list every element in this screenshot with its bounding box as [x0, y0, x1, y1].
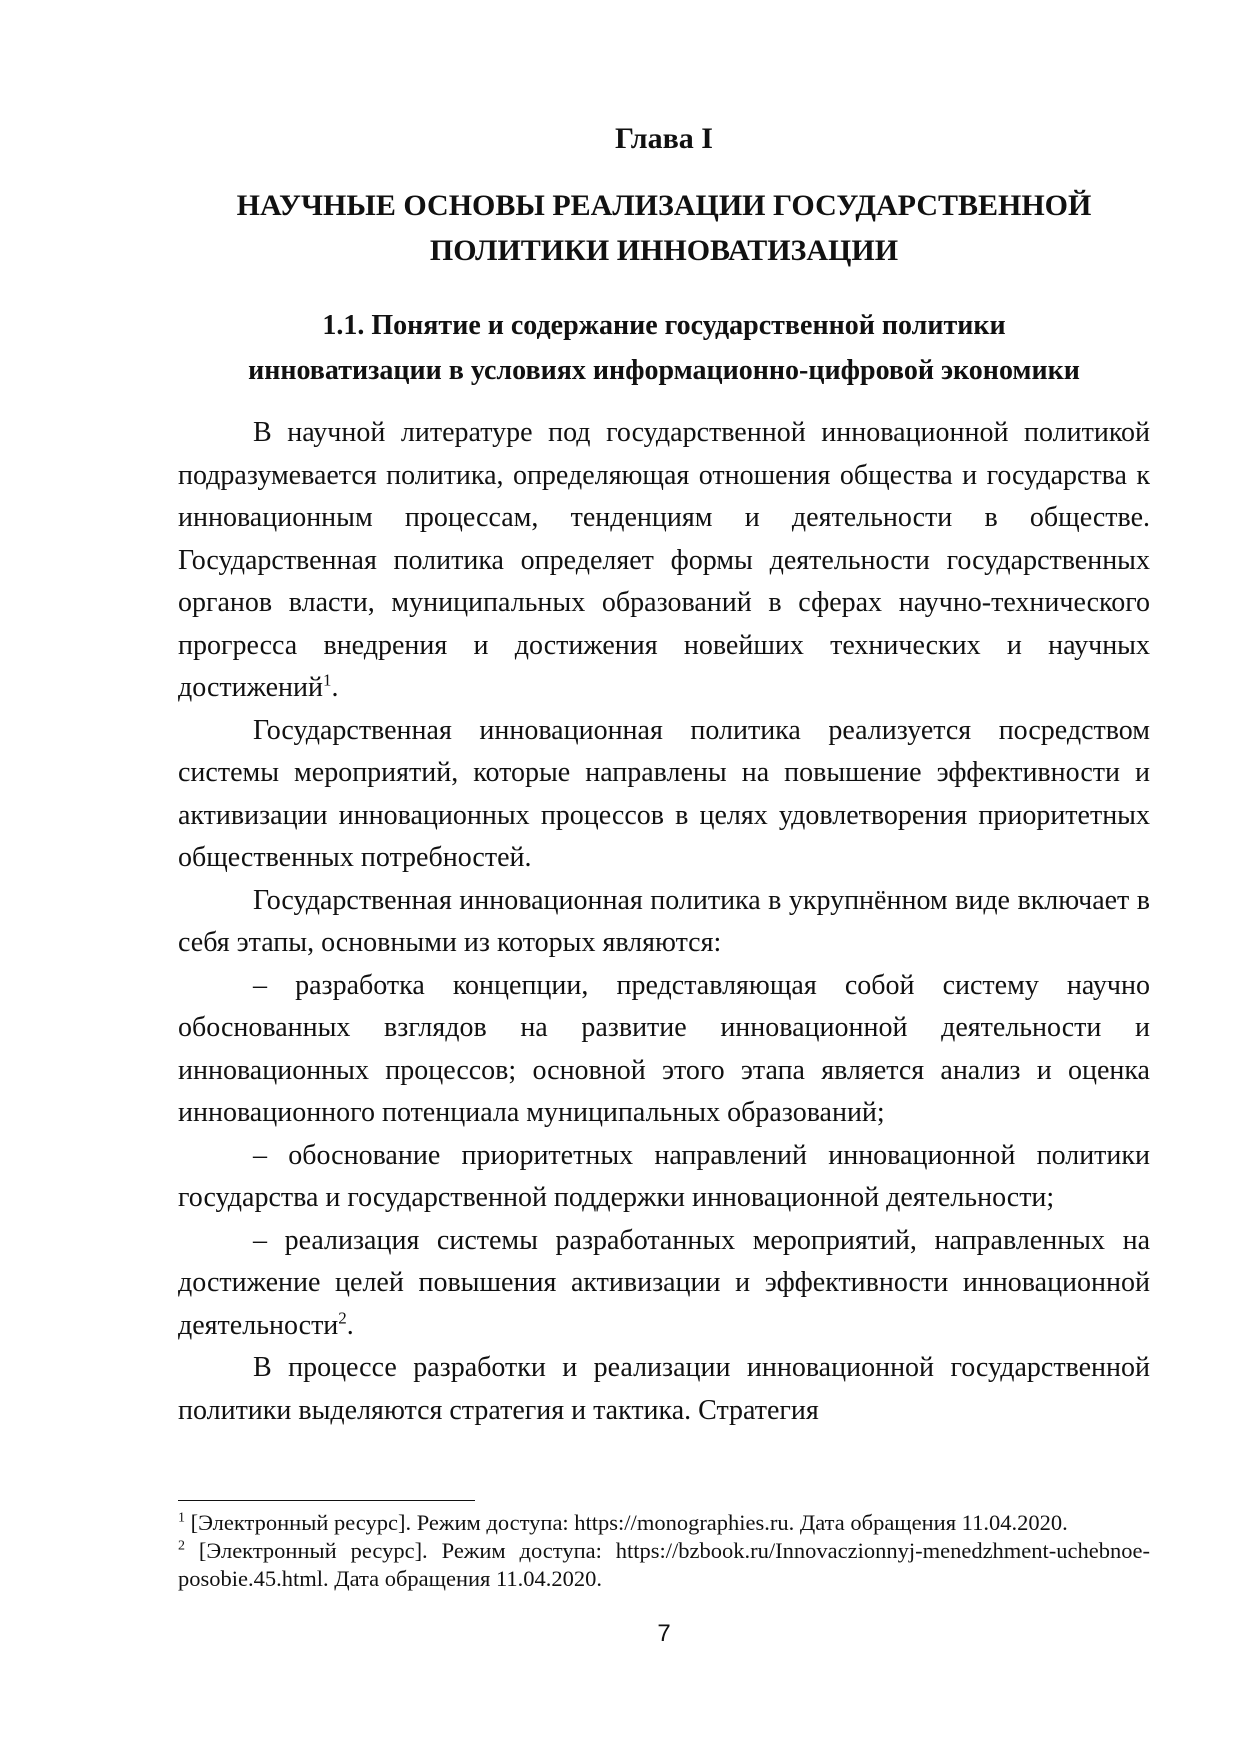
footnote — [178, 1509, 1150, 1537]
page-number: 7 — [657, 1620, 671, 1647]
footnote-divider — [178, 1500, 475, 1501]
footnote-number: 1 — [178, 1510, 185, 1526]
footnote-ref[interactable]: 1 — [322, 670, 332, 690]
footnote — [178, 1537, 1150, 1593]
list-item: – обоснование приоритетных направлений инновационной политики государства и государственной поддержки инновационной деятельности; — [178, 1139, 1150, 1213]
footnote-ref[interactable]: 2 — [338, 1308, 347, 1328]
chapter-title-line-2: ПОЛИТИКИ ИННОВАТИЗАЦИИ — [429, 234, 899, 267]
paragraph: В процессе разработки и реализации инновационной государственной политики выделяются стратегия и тактика. Стратегия — [178, 1352, 1150, 1426]
paragraph: Государственная инновационная политика в укрупнённом виде включает в себя этапы, основными из которых являются: — [178, 884, 1150, 958]
chapter-title — [178, 183, 1150, 273]
footnote-number: 2 — [178, 1538, 185, 1554]
chapter-title-line-1: НАУЧНЫЕ ОСНОВЫ РЕАЛИЗАЦИИ ГОСУДАРСТВЕННОЙ — [236, 189, 1092, 222]
footnote-text: [Электронный ресурс]. Режим доступа: https://monographies.ru. Дата обращения 11.04.2020. — [190, 1510, 1068, 1535]
chapter-label: Глава I — [615, 122, 713, 155]
section-title-line-1: 1.1. Понятие и содержание государственной политики — [322, 310, 1006, 341]
body-text — [178, 412, 1150, 1432]
footnotes — [178, 1509, 1150, 1593]
section-title-line-2: инноватизации в условиях информационно-цифровой экономики — [248, 355, 1080, 386]
list-item: – реализация системы разработанных мероприятий, направленных на достижение целей повышения активизации и эффективности инновационной деятельности$^2$. — [178, 1224, 1150, 1341]
list-item: – разработка концепции, представляющая собой систему научно обоснованных взглядов на развитие инновационной деятельности и инновационных процессов; основной этого этапа является анализ и оценка инновационного потенциала муниципальных образований; — [178, 969, 1150, 1128]
section-title — [178, 303, 1150, 393]
paragraph: В научной литературе под государственной инновационной политикой подразумевается политика, определяющая отношения общества и государства к инновационным процессам, тенденциям и деятельности в обществе. Государственная политика определяет формы деятельности государственных органов власти, муниципальных образований в сферах научно-технического прогресса внедрения и достижения новейших технических и научных достижений$^1$. — [178, 417, 1150, 703]
paragraph: Государственная инновационная политика реализуется посредством системы мероприятий, которые направлены на повышение эффективности и активизации инновационных процессов в целях удовлетворения приоритетных общественных потребностей. — [178, 714, 1150, 873]
footnote-text: [Электронный ресурс]. Режим доступа: https://bzbook.ru/Innovaczionnyj-menedzhment-uchebnoe-posobie.45.html. Дата обращения 11.04.2020. — [178, 1538, 1150, 1591]
